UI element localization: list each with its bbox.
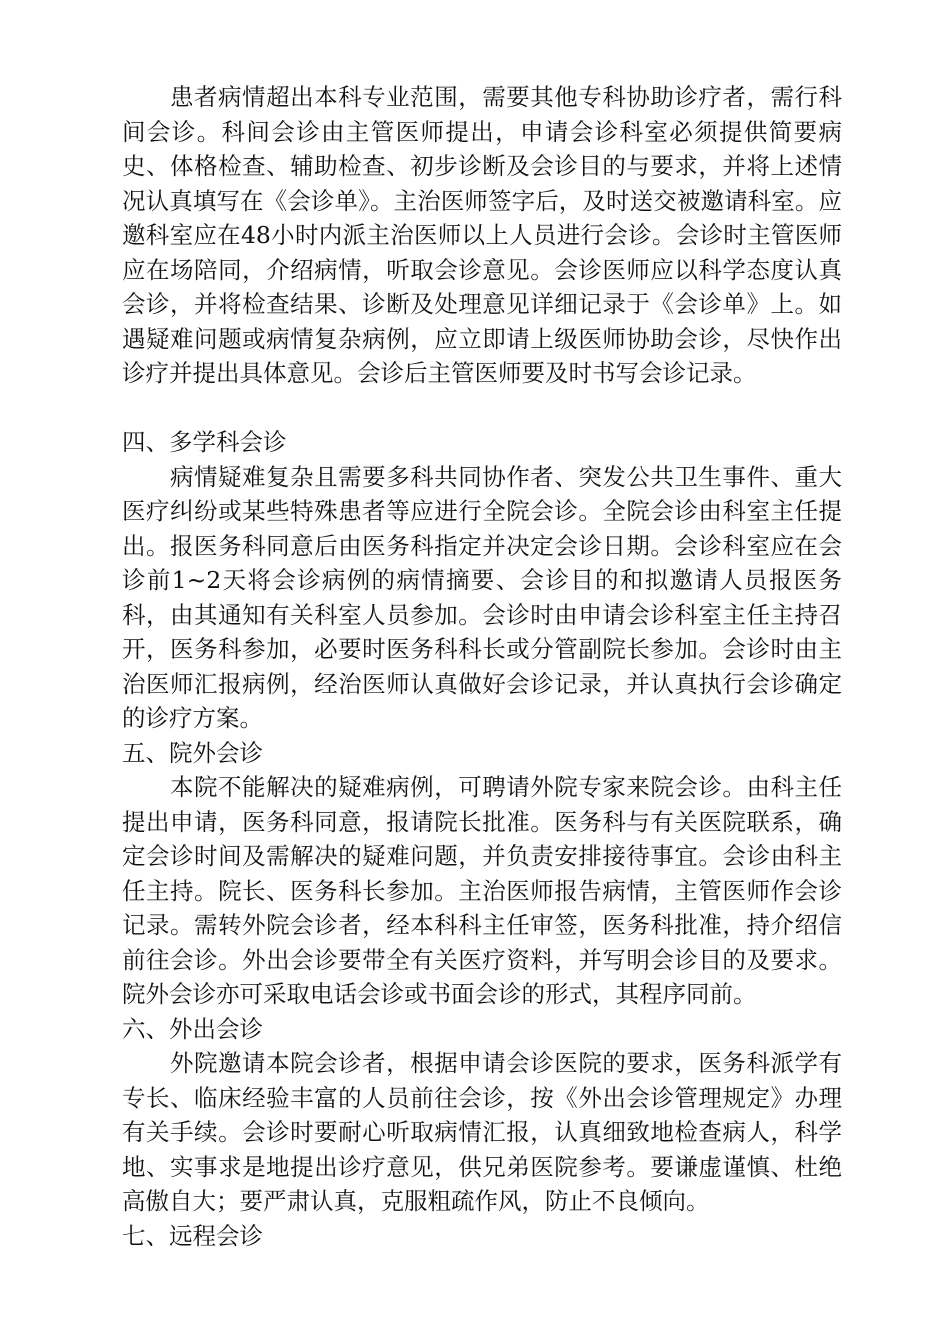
paragraph-multidisciplinary-consultation: 病情疑难复杂且需要多科共同协作者、突发公共卫生事件、重大医疗纠纷或某些特殊患者等应进行全院会诊。全院会诊由科室主任提出。报医务科同意后由医务科指定并决定会诊日期。会诊科室应在会诊前1~2天将会诊病例的病情摘要、会诊目的和拟邀请人员报医务科，由其通知有关科室人员参加。会诊时由申请会诊科室主任主持召开，医务科参加，必要时医务科科长或分管副院长参加。会诊时由主治医师汇报病例，经治医师认真做好会诊记录，并认真执行会诊确定的诊疗方案。 xyxy=(122,462,842,732)
paragraph-spacer xyxy=(122,391,842,426)
document-body xyxy=(122,80,842,1253)
paragraph-outbound-consultation: 外院邀请本院会诊者，根据申请会诊医院的要求，医务科派学有专长、临床经验丰富的人员前往会诊，按《外出会诊管理规定》办理有关手续。会诊时要耐心听取病情汇报，认真细致地检查病人，科学地、实事求是地提出诊疗意见，供兄弟医院参考。要谦虚谨慎、杜绝高傲自大；要严肃认真，克服粗疏作风，防止不良倾向。 xyxy=(122,1049,842,1215)
paragraph-external-hospital-consultation: 本院不能解决的疑难病例，可聘请外院专家来院会诊。由科主任提出申请，医务科同意，报请院长批准。医务科与有关医院联系，确定会诊时间及需解决的疑难问题，并负责安排接待事宜。会诊由科主任主持。院长、医务科长参加。主治医师报告病情，主管医师作会诊记录。需转外院会诊者，经本科科主任审签，医务科批准，持介绍信前往会诊。外出会诊要带全有关医疗资料，并写明会诊目的及要求。院外会诊亦可采取电话会诊或书面会诊的形式，其程序同前。 xyxy=(122,773,842,1008)
section-heading-multidisciplinary-consultation: 四、多学科会诊 xyxy=(122,428,287,456)
section-heading-external-hospital-consultation: 五、院外会诊 xyxy=(122,738,263,767)
section-heading-outbound-consultation: 六、外出会诊 xyxy=(122,1014,263,1043)
section-heading-remote-consultation: 七、远程会诊 xyxy=(122,1221,263,1250)
paragraph-inter-department-consultation: 患者病情超出本科专业范围，需要其他专科协助诊疗者，需行科间会诊。科间会诊由主管医师提出，申请会诊科室必须提供简要病史、体格检查、辅助检查、初步诊断及会诊目的与要求，并将上述情况认真填写在《会诊单》。主治医师签字后，及时送交被邀请科室。应邀科室应在48小时内派主治医师以上人员进行会诊。会诊时主管医师应在场陪同，介绍病情，听取会诊意见。会诊医师应以科学态度认真会诊，并将检查结果、诊断及处理意见详细记录于《会诊单》上。如遇疑难问题或病情复杂病例，应立即请上级医师协助会诊，尽快作出诊疗并提出具体意见。会诊后主管医师要及时书写会诊记录。 xyxy=(122,83,842,387)
